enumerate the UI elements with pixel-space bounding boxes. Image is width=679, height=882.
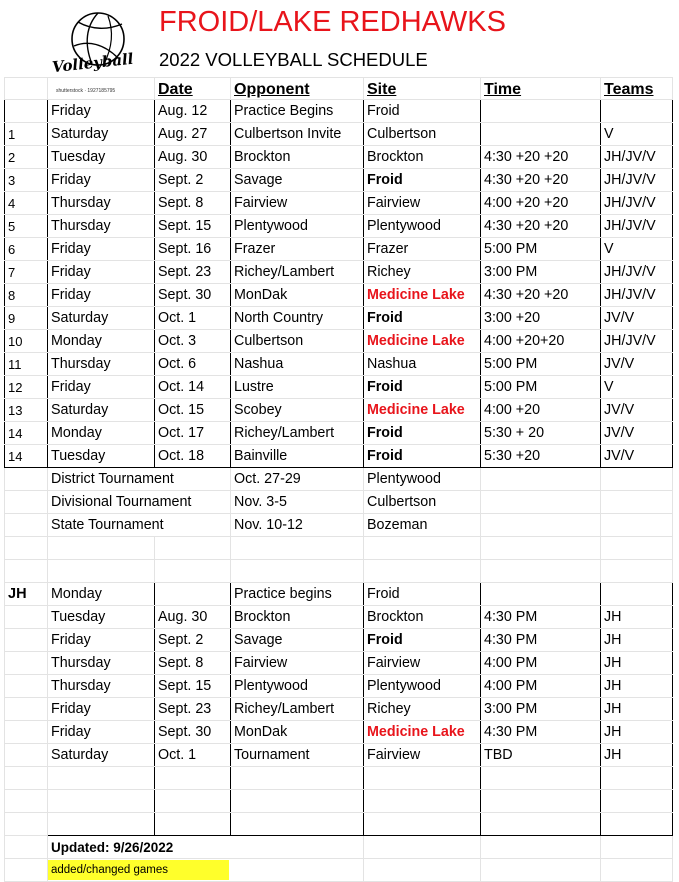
game-teams: V (601, 238, 673, 261)
game-opponent: Practice begins (231, 583, 364, 606)
game-date: Aug. 30 (155, 146, 231, 169)
game-day: Monday (48, 422, 155, 445)
game-opponent: Fairview (231, 652, 364, 675)
game-date: Sept. 16 (155, 238, 231, 261)
game-day: Monday (48, 330, 155, 353)
game-teams: JH/JV/V (601, 192, 673, 215)
game-site: Froid (364, 100, 481, 123)
blank-cell (601, 560, 673, 583)
game-time: 4:00 +20 +20 (481, 192, 601, 215)
game-site: Nashua (364, 353, 481, 376)
game-day: Friday (48, 238, 155, 261)
game-time: 4:00 +20+20 (481, 330, 601, 353)
game-site: Froid (364, 307, 481, 330)
game-opponent: Richey/Lambert (231, 698, 364, 721)
empty-cell (364, 767, 481, 790)
tournament-dates: Oct. 27-29 (231, 468, 364, 491)
spacer-cell (601, 836, 673, 859)
game-opponent: Nashua (231, 353, 364, 376)
game-day: Thursday (48, 675, 155, 698)
game-opponent: Lustre (231, 376, 364, 399)
spacer-cell (601, 468, 673, 491)
game-time: 4:30 PM (481, 721, 601, 744)
game-time: 4:00 PM (481, 675, 601, 698)
game-number: 11 (5, 353, 48, 376)
tournament-name: State Tournament (48, 514, 231, 537)
game-day: Tuesday (48, 606, 155, 629)
game-opponent: North Country (231, 307, 364, 330)
varsity-row (5, 307, 673, 330)
game-date: Oct. 18 (155, 445, 231, 468)
game-teams: JV/V (601, 422, 673, 445)
game-number: 14 (5, 445, 48, 468)
game-time: 5:30 +20 (481, 445, 601, 468)
game-date: Sept. 30 (155, 284, 231, 307)
game-site: Froid (364, 583, 481, 606)
game-opponent: Richey/Lambert (231, 422, 364, 445)
game-teams: V (601, 376, 673, 399)
game-teams: JH (601, 721, 673, 744)
empty-cell (48, 813, 155, 836)
empty-cell (364, 813, 481, 836)
game-day: Friday (48, 261, 155, 284)
empty-cell (231, 767, 364, 790)
spacer-cell (5, 491, 48, 514)
game-time: 3:00 PM (481, 261, 601, 284)
game-teams: V (601, 123, 673, 146)
empty-cell (231, 790, 364, 813)
game-teams: JV/V (601, 353, 673, 376)
tournament-dates: Nov. 10-12 (231, 514, 364, 537)
spacer-cell (5, 629, 48, 652)
game-site: Medicine Lake (364, 399, 481, 422)
jh-row (5, 629, 673, 652)
game-teams: JH (601, 698, 673, 721)
game-site: Fairview (364, 652, 481, 675)
game-teams (601, 100, 673, 123)
spacer-cell (364, 859, 481, 882)
game-date: Oct. 17 (155, 422, 231, 445)
game-teams: JH (601, 652, 673, 675)
game-teams: JV/V (601, 307, 673, 330)
game-site: Froid (364, 169, 481, 192)
game-time: 4:30 +20 +20 (481, 215, 601, 238)
game-teams: JH/JV/V (601, 146, 673, 169)
game-day: Thursday (48, 192, 155, 215)
empty-cell (48, 767, 155, 790)
jh-row (5, 744, 673, 767)
game-date: Sept. 30 (155, 721, 231, 744)
varsity-row (5, 445, 673, 468)
game-date: Sept. 8 (155, 192, 231, 215)
game-date: Oct. 15 (155, 399, 231, 422)
game-teams: JH/JV/V (601, 169, 673, 192)
blank-cell (48, 560, 155, 583)
game-number: 7 (5, 261, 48, 284)
game-opponent: Culbertson (231, 330, 364, 353)
spacer-cell (481, 514, 601, 537)
varsity-row (5, 330, 673, 353)
game-opponent: Savage (231, 169, 364, 192)
game-time: 3:00 +20 (481, 307, 601, 330)
page-subtitle: 2022 VOLLEYBALL SCHEDULE (159, 49, 428, 70)
spacer-cell (481, 859, 601, 882)
game-teams: JV/V (601, 445, 673, 468)
varsity-row (5, 422, 673, 445)
empty-row (5, 813, 673, 836)
game-site: Richey (364, 698, 481, 721)
game-time: TBD (481, 744, 601, 767)
game-number: 8 (5, 284, 48, 307)
empty-cell (155, 813, 231, 836)
logo-wordmark: Volleyball (51, 49, 135, 77)
varsity-row (5, 261, 673, 284)
col-header-site: Site (364, 78, 481, 100)
game-opponent: MonDak (231, 284, 364, 307)
game-time: 4:30 +20 +20 (481, 169, 601, 192)
blank-cell (5, 560, 48, 583)
varsity-row (5, 238, 673, 261)
game-opponent: Richey/Lambert (231, 261, 364, 284)
spacer-cell (364, 836, 481, 859)
col-header-time: Time (481, 78, 601, 100)
game-teams: JH/JV/V (601, 284, 673, 307)
empty-row (5, 767, 673, 790)
game-teams: JH/JV/V (601, 261, 673, 284)
game-teams: JH (601, 675, 673, 698)
game-site: Fairview (364, 744, 481, 767)
game-number: 2 (5, 146, 48, 169)
game-opponent: Savage (231, 629, 364, 652)
game-number: 4 (5, 192, 48, 215)
varsity-row (5, 399, 673, 422)
game-date: Sept. 23 (155, 261, 231, 284)
game-site: Plentywood (364, 675, 481, 698)
blank-cell (231, 537, 364, 560)
empty-cell (481, 813, 601, 836)
tournament-row (5, 491, 673, 514)
header-row (5, 78, 673, 100)
game-site: Richey (364, 261, 481, 284)
game-opponent: Brockton (231, 606, 364, 629)
tournament-name: Divisional Tournament (48, 491, 231, 514)
tournament-name: District Tournament (48, 468, 231, 491)
game-teams: JH/JV/V (601, 215, 673, 238)
game-time: 4:00 +20 (481, 399, 601, 422)
game-day: Friday (48, 629, 155, 652)
spacer-cell (5, 836, 48, 859)
game-opponent: Fairview (231, 192, 364, 215)
varsity-row (5, 169, 673, 192)
spacer-cell (481, 836, 601, 859)
jh-row (5, 721, 673, 744)
game-site: Frazer (364, 238, 481, 261)
varsity-row (5, 123, 673, 146)
game-day: Monday (48, 583, 155, 606)
empty-cell (48, 790, 155, 813)
game-day: Friday (48, 376, 155, 399)
blank-cell (364, 560, 481, 583)
game-number: 9 (5, 307, 48, 330)
spacer-cell (5, 698, 48, 721)
spacer-cell (5, 468, 48, 491)
game-time (481, 100, 601, 123)
game-day: Thursday (48, 652, 155, 675)
spacer-cell (5, 767, 48, 790)
game-time: 4:30 PM (481, 629, 601, 652)
game-day: Tuesday (48, 445, 155, 468)
spacer-cell (5, 859, 48, 882)
game-day: Thursday (48, 215, 155, 238)
updated-date: Updated: 9/26/2022 (48, 836, 364, 859)
game-opponent: Practice Begins (231, 100, 364, 123)
game-day: Thursday (48, 353, 155, 376)
spacer-cell (481, 491, 601, 514)
game-date: Sept. 15 (155, 675, 231, 698)
game-day: Tuesday (48, 146, 155, 169)
game-site: Brockton (364, 606, 481, 629)
game-teams (601, 583, 673, 606)
game-site: Froid (364, 445, 481, 468)
empty-cell (481, 767, 601, 790)
blank-cell (364, 537, 481, 560)
legend-cell (48, 859, 364, 882)
blank-cell (155, 537, 231, 560)
game-time: 5:00 PM (481, 353, 601, 376)
col-header-opponent: Opponent (231, 78, 364, 100)
game-date: Aug. 30 (155, 606, 231, 629)
game-site: Medicine Lake (364, 284, 481, 307)
game-teams: JV/V (601, 399, 673, 422)
game-time: 4:00 PM (481, 652, 601, 675)
game-date: Oct. 6 (155, 353, 231, 376)
game-day: Saturday (48, 307, 155, 330)
empty-cell (481, 790, 601, 813)
tournament-row (5, 514, 673, 537)
varsity-row (5, 192, 673, 215)
game-time: 5:00 PM (481, 238, 601, 261)
spacer-cell (481, 468, 601, 491)
varsity-row (5, 146, 673, 169)
col-header-date: Date (155, 78, 231, 100)
tournament-row (5, 468, 673, 491)
game-site: Froid (364, 422, 481, 445)
jh-label: JH (5, 583, 48, 606)
spacer-cell (5, 744, 48, 767)
game-number: 12 (5, 376, 48, 399)
game-time: 5:00 PM (481, 376, 601, 399)
game-date: Sept. 2 (155, 629, 231, 652)
game-site: Froid (364, 629, 481, 652)
spacer-cell (601, 491, 673, 514)
game-opponent: Plentywood (231, 675, 364, 698)
game-date: Oct. 1 (155, 307, 231, 330)
game-date: Sept. 23 (155, 698, 231, 721)
game-date: Sept. 15 (155, 215, 231, 238)
game-site: Froid (364, 376, 481, 399)
jh-row (5, 652, 673, 675)
game-opponent: Tournament (231, 744, 364, 767)
schedule-table (4, 77, 673, 882)
game-opponent: Frazer (231, 238, 364, 261)
game-day: Saturday (48, 123, 155, 146)
game-number: 13 (5, 399, 48, 422)
game-teams: JH (601, 606, 673, 629)
game-opponent: Culbertson Invite (231, 123, 364, 146)
game-day: Saturday (48, 744, 155, 767)
game-time: 3:00 PM (481, 698, 601, 721)
empty-cell (364, 790, 481, 813)
game-teams: JH (601, 744, 673, 767)
tournament-site: Culbertson (364, 491, 481, 514)
game-date: Aug. 12 (155, 100, 231, 123)
tournament-site: Bozeman (364, 514, 481, 537)
game-opponent: Brockton (231, 146, 364, 169)
blank-cell (601, 537, 673, 560)
spacer-cell (5, 652, 48, 675)
tournament-dates: Nov. 3-5 (231, 491, 364, 514)
game-number (5, 100, 48, 123)
game-teams: JH (601, 629, 673, 652)
game-opponent: Scobey (231, 399, 364, 422)
game-day: Friday (48, 721, 155, 744)
blank-row (5, 560, 673, 583)
varsity-row (5, 376, 673, 399)
game-site: Medicine Lake (364, 330, 481, 353)
game-number: 5 (5, 215, 48, 238)
blank-cell (481, 560, 601, 583)
varsity-row (5, 284, 673, 307)
varsity-row (5, 100, 673, 123)
game-time (481, 123, 601, 146)
game-date (155, 583, 231, 606)
game-time: 4:30 PM (481, 606, 601, 629)
game-date: Sept. 8 (155, 652, 231, 675)
jh-row (5, 675, 673, 698)
game-day: Friday (48, 284, 155, 307)
game-site: Culbertson (364, 123, 481, 146)
game-number: 1 (5, 123, 48, 146)
game-number: 3 (5, 169, 48, 192)
game-site: Fairview (364, 192, 481, 215)
blank-cell (48, 537, 155, 560)
blank-cell (155, 560, 231, 583)
blank-cell (5, 537, 48, 560)
varsity-row (5, 215, 673, 238)
empty-cell (155, 790, 231, 813)
game-day: Friday (48, 169, 155, 192)
empty-cell (601, 813, 673, 836)
game-site: Plentywood (364, 215, 481, 238)
game-number: 10 (5, 330, 48, 353)
empty-row (5, 790, 673, 813)
game-teams: JH/JV/V (601, 330, 673, 353)
empty-cell (601, 767, 673, 790)
game-date: Oct. 1 (155, 744, 231, 767)
jh-row (5, 698, 673, 721)
spacer-cell (5, 813, 48, 836)
blank-cell (481, 537, 601, 560)
game-number: 14 (5, 422, 48, 445)
varsity-row (5, 353, 673, 376)
game-site: Medicine Lake (364, 721, 481, 744)
empty-cell (231, 813, 364, 836)
updated-row (5, 836, 673, 859)
spacer-cell (5, 721, 48, 744)
page-title: FROID/LAKE REDHAWKS (159, 6, 506, 38)
legend-highlight: added/changed games (48, 860, 229, 880)
spacer-cell (5, 790, 48, 813)
spacer-cell (5, 514, 48, 537)
game-number: 6 (5, 238, 48, 261)
blank-cell (231, 560, 364, 583)
game-date: Oct. 3 (155, 330, 231, 353)
game-date: Oct. 14 (155, 376, 231, 399)
jh-row (5, 606, 673, 629)
spacer-cell (601, 514, 673, 537)
game-opponent: Plentywood (231, 215, 364, 238)
logo-subtext: shutterstock · 1927185795 (56, 88, 116, 94)
spacer-cell (601, 859, 673, 882)
col-header-teams: Teams (601, 78, 673, 100)
spacer-cell (5, 606, 48, 629)
game-date: Aug. 27 (155, 123, 231, 146)
empty-cell (155, 767, 231, 790)
game-date: Sept. 2 (155, 169, 231, 192)
tournament-site: Plentywood (364, 468, 481, 491)
game-opponent: MonDak (231, 721, 364, 744)
game-day: Friday (48, 100, 155, 123)
game-site: Brockton (364, 146, 481, 169)
game-day: Saturday (48, 399, 155, 422)
game-time (481, 583, 601, 606)
game-time: 4:30 +20 +20 (481, 284, 601, 307)
empty-cell (601, 790, 673, 813)
blank-row (5, 537, 673, 560)
jh-row (5, 583, 673, 606)
spacer-cell (5, 675, 48, 698)
legend-row (5, 859, 673, 882)
game-day: Friday (48, 698, 155, 721)
game-time: 4:30 +20 +20 (481, 146, 601, 169)
game-opponent: Bainville (231, 445, 364, 468)
game-time: 5:30 + 20 (481, 422, 601, 445)
